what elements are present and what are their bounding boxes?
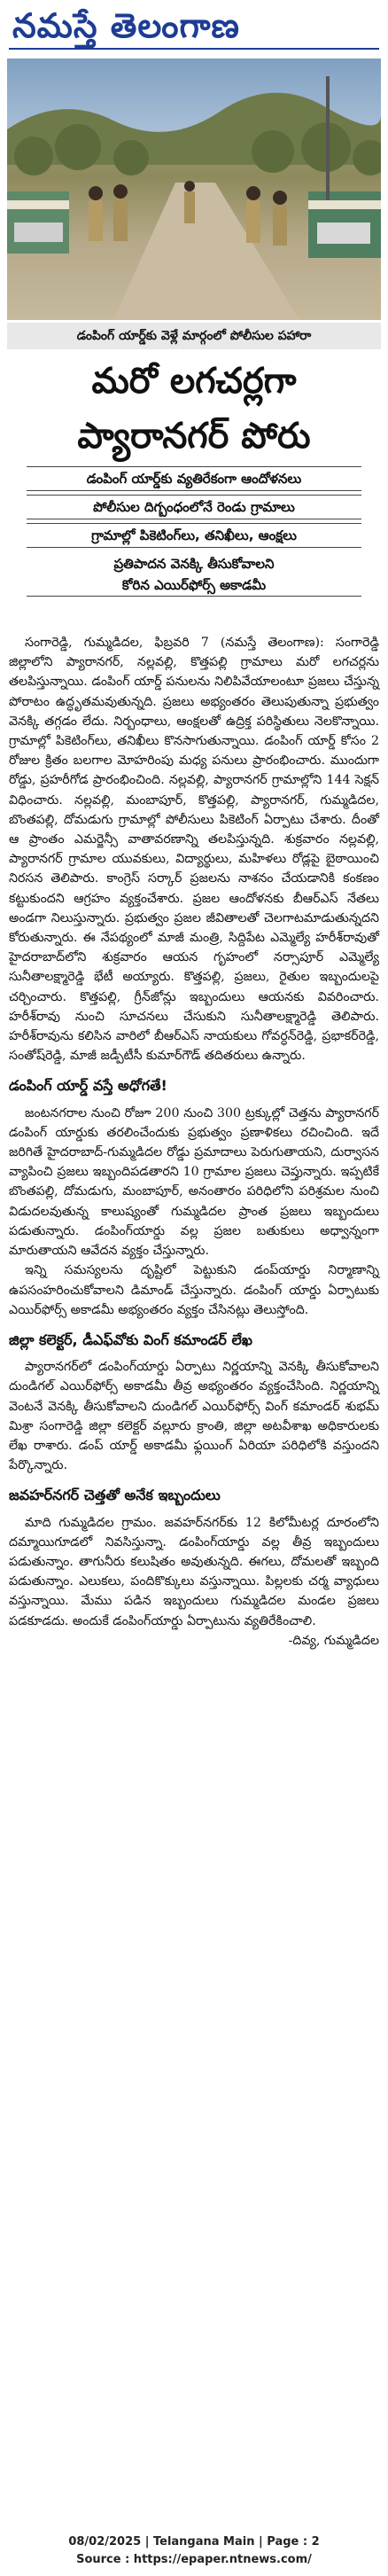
subhead-2: పోలీసుల దిగ్బంధంలోనే రెండు గ్రామాలు	[27, 495, 361, 519]
headline-line-2: ప్యారానగర్ పోరు	[77, 415, 311, 457]
article-paragraph-1: సంగారెడ్డి, గుమ్మడిదల, ఫిబ్రవరి 7 (నమస్తే తెలంగాణ): సంగారెడ్డి జిల్లాలోని ప్యారానగర్, నల్లవల్లి, కొత్తపల్లి గ్రామాలు మరో లగచర్లను తలపిస్తున్నాయి. డంపింగ్ యార్డ్ పనులను నిలిపివేయాలంటూ ప్రజలు చేస్తున్న పోరాటం ఉద్ధృతమవుతున్నది. ప్రజలు అభ్యంతరం తెలుపుతున్నా ప్రభుత్వం వెనక్కి తగ్గడం లేదు. నిర్బంధాలు, ఆంక్షలతో ఉద్రిక్త పరిస్థితులు నెలకొన్నాయి. గ్రామాల్లో పికెటింగ్‌లు, తనిఖీలు కొనసాగుతున్నాయి. డంపింగ్ యార్డ్ కోసం 2 రోజుల క్రితం బలగాల మోహరింపు మధ్య పనులు ప్రారంభించారు. ముందుగా రోడ్డు, ప్రహరీగోడ ప్రారంభించింది. నల్లవల్లి, ప్యారానగర్ గ్రామాల్లోని 144 సెక్షన్ విధించారు. నల్లవల్లి, మంబాపూర్, కొత్తపల్లి, ప్యారానగర్, గుమ్మడిదల, బొంతపల్లి, దోమడుగు గ్రామాల్లో పోలీసులు పికెటింగ్ ఏర్పాటు చేశారు. దీంతో ఆ ప్రాంతం ఎమర్జెన్సీ వాతావరణాన్ని తలపిస్తున్నది. శుక్రవారం నల్లవల్లి, ప్యారానగర్ గ్రామాల యువకులు, విద్యార్థులు, మహిళలు రోడ్లపై బైఠాయించి నిరసన తెలిపారు. కాంగ్రెస్ సర్కార్ ప్రజలను నాశనం చేయడానికి కంకణం కట్టుకుందని ఆగ్రహం వ్యక్తంచేశారు. ప్రజల ఆందోళనకు బీఆర్ఎస్ నేతలు అండగా నిలుస్తున్నారు. ప్రభుత్వం ప్రజల జీవితాలతో చెలగాటమాడుతున్నదని కోరుతున్నారు. ఈ నేపథ్యంలో మాజీ మంత్రి, సిద్దిపేట ఎమ్మెల్యే హరీశ్‌రావుతో హైదరాబాద్‌లోని శుక్రవారం ఆయన గృహంలో నర్సాపూర్ ఎమ్మెల్యే సునీతాలక్ష్మారెడ్డి భేటీ అయ్యారు. కొత్తపల్లి, ప్రజలు, రైతుల ఇబ్బందులపై చర్చించారు. కొత్తపల్లి, గ్రీన్‌జోన్లు ఇబ్బందులు ఆయనకు వివరించారు. హరీశ్‌రావు నుంచి సూచనలు చేసుకుని సునీతాలక్ష్మారెడ్డి తెలిపారు. హరీశ్‌రావును కలిసిన వారిలో బీఆర్ఎస్ నాయకులు గోవర్ధన్‌రెడ్డి, ప్రభాకర్‌రెడ్డి, సంతోష్‌రెడ్డి, మాజీ జడ్పీటీసీ కుమార్‌గౌడ్ తదితరులు ఉన్నారు.	[9, 636, 379, 1064]
article-subheading-2: జిల్లా కలెక్టర్, డీఎఫ్‌వోకు వింగ్ కమాండర్ లేఖ	[9, 1331, 252, 1348]
subhead-3: గ్రామాల్లో పికెటింగ్‌లు, తనిఖీలు, ఆంక్షలు	[27, 523, 361, 548]
article-paragraph-4: ప్యారానగర్‌లో డంపింగ్‌యార్డు ఏర్పాటు నిర్ణయాన్ని వెనక్కి తీసుకోవాలని దుండిగల్ ఎయిర్‌ఫోర్స్ అకాడమీ తీవ్ర అభ్యంతరం వ్యక్తంచేసింది. నిర్ణయాన్ని వెంటనే వెనక్కి తీసుకోవాలని దుండిగల్ ఎయిర్‌ఫోర్స్ వింగ్ కమాండర్ శుభమ్ మిశ్రా సంగారెడ్డి జిల్లా కలెక్టర్ వల్లూరు క్రాంతి, జిల్లా అటవీశాఖ అధికారులకు లేఖ రాశారు. డంప్ యార్డ్ అకాడమీ ఫ్లయింగ్ ఏరియా పరిధిలోకి వస్తుందని పేర్కొన్నారు.	[9, 1360, 379, 1473]
article-body	[9, 633, 379, 1651]
photo-barricade-right	[308, 191, 381, 258]
photo-caption: డంపింగ్ యార్డ్‌కు వెళ్లే మార్గంలో పోలీసుల పహారా	[7, 323, 381, 349]
article-subheading-1: డంపింగ్ యార్డ్ వస్తే అధోగతే!	[9, 1077, 167, 1095]
page-footer	[0, 2533, 388, 2569]
subhead-5: కోరిన ఎయిర్‌ఫోర్స్ అకాడమీ	[27, 574, 361, 597]
headline-line-1: మరో లగచర్లగా	[91, 360, 297, 402]
news-photo	[7, 59, 381, 320]
article-subheading-3: జవహర్‌నగర్ చెత్తతో అనేక ఇబ్బందులు	[9, 1487, 221, 1504]
subhead-4: ప్రతిపాదన వెనక్కి తీసుకోవాలని	[113, 556, 275, 572]
footer-source-link[interactable]: Source : https://epaper.ntnews.com/	[76, 2553, 312, 2566]
photo-pole	[326, 76, 330, 200]
article-paragraph-3: ఇన్ని సమస్యలను దృష్టిలో పెట్టుకుని డంప్‌యార్డు నిర్మాణాన్ని ఉపసంహరించుకోవాలని డిమాండ్ చేస్తున్నారు. డంపింగ్ యార్డు ఏర్పాటుకు ఎయిర్‌ఫోర్స్ అకాడమీ అభ్యంతరం వ్యక్తం చేసినట్లు తెలుస్తోంది.	[9, 1263, 379, 1317]
photo-road	[113, 183, 299, 320]
photo-barricade-left	[7, 191, 69, 254]
article-paragraph-5: మాది గుమ్మడిదల గ్రామం. జవహర్‌నగర్‌కు 12 కిలోమీటర్ల దూరంలోని దమ్మాయిగూడలో నివసిస్తున్నా. డంపింగ్‌యార్డు వల్ల తీవ్ర ఇబ్బందులు పడుతున్నాం. తాగునీరు కలుషితం అవుతున్నది. ఈగలు, దోమలతో ఇబ్బంది పడుతున్నాం. ఎలుకలు, పందికొక్కులు వస్తున్నాయి. పిల్లలకు చర్మ వ్యాధులు వస్తున్నాయి. మేము పడిన ఇబ్బందులు గుమ్మడిదల మండల ప్రజలు పడకూడదు. అందుకే డంపింగ్‌యార్డు ఏర్పాటును వ్యతిరేకించాలి.	[9, 1515, 379, 1628]
footer-date-edition: 08/02/2025 | Telangana Main | Page : 2	[68, 2535, 320, 2549]
masthead-rule	[9, 48, 379, 50]
article-paragraph-2: జంటనగరాల నుంచి రోజూ 200 నుంచి 300 ట్రక్కుల్లో చెత్తను ప్యారానగర్ డంపింగ్ యార్డుకు తరలించేందుకు ప్రభుత్వం ప్రణాళికలు రచించింది. ఇదే జరిగితే హైదరాబాద్-గుమ్మడిదల రోడ్డు ప్రమాదాలు పెరుగుతాయని, దుర్వాసన వ్యాపించి ప్రజలు ఇబ్బందిపడతారని 10 గ్రామాల ప్రజలు చెప్తున్నారు. ఇప్పటికే బొంతపల్లి, దోమడుగు, మంబాపూర్, అనంతారం పరిధిలోని పరిశ్రమల నుంచి విడుదలవుతున్న కాలుష్యంతో గుమ్మడిదల ప్రాంత ప్రజలు ఇబ్బందులు పడుతున్నారు. డంపింగ్‌యార్డు వల్ల ప్రజల బతుకులు అధ్వాన్నంగా మారుతాయని ఆవేదన వ్యక్తం చేస్తున్నారు.	[9, 1105, 379, 1259]
masthead	[0, 0, 388, 53]
article-signature: -దివ్య, గుమ్మడిదల	[288, 1633, 379, 1648]
photo-scene	[7, 59, 381, 320]
subhead-1: డంపింగ్ యార్డ్‌కు వ్యతిరేకంగా ఆందోళనలు	[27, 466, 361, 491]
newspaper-title: నమస్తే తెలంగాణ	[12, 5, 240, 45]
